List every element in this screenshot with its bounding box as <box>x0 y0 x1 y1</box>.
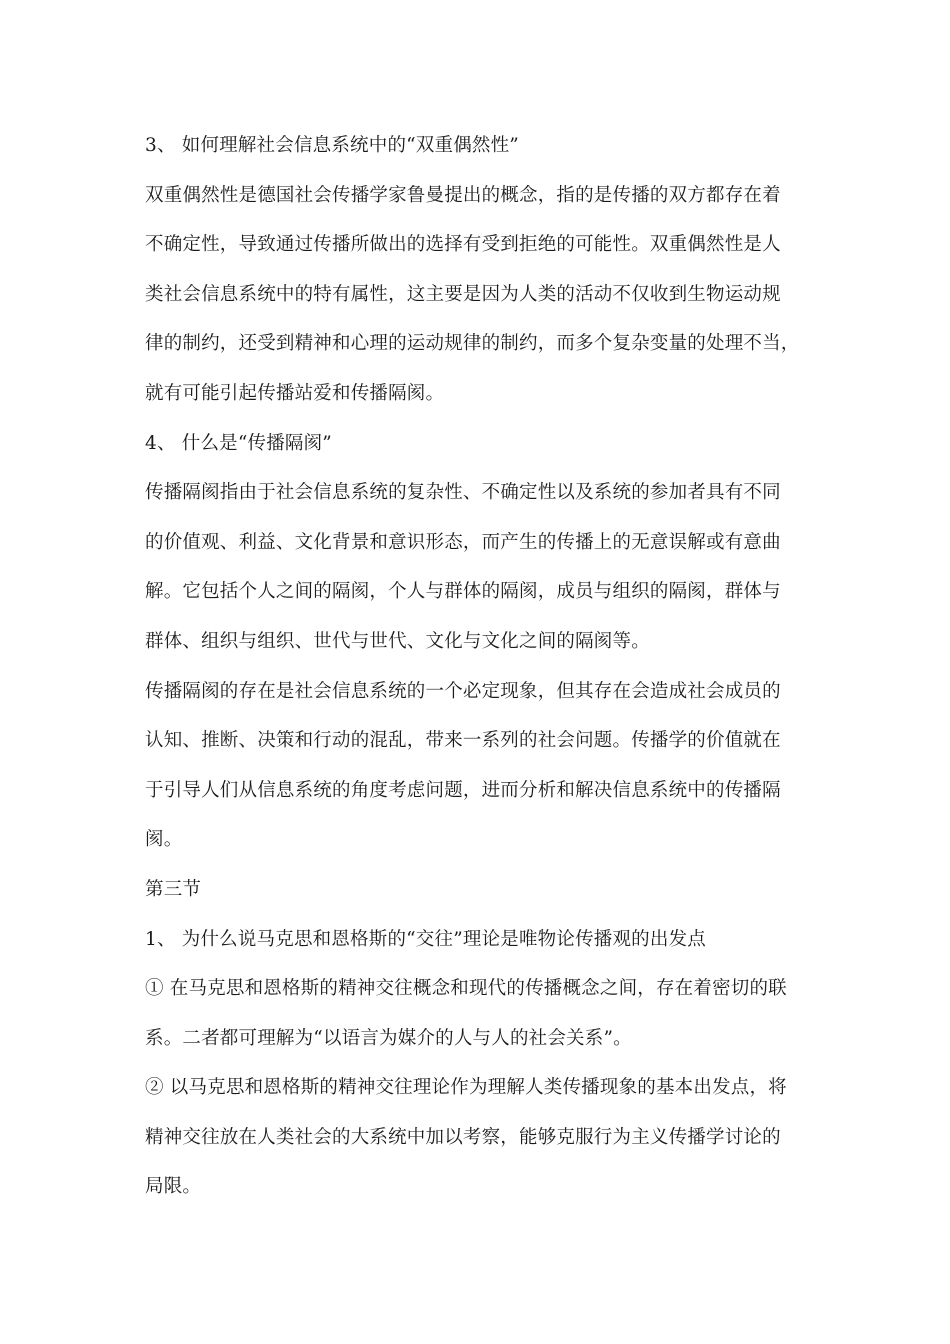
paragraph-line: ① 在马克思和恩格斯的精神交往概念和现代的传播概念之间，存在着密切的联 <box>145 978 787 1000</box>
paragraph-line: 认知、推断、决策和行动的混乱，带来一系列的社会问题。传播学的价值就在 <box>145 730 781 752</box>
paragraph-line: 不确定性，导致通过传播所做出的选择有受到拒绝的可能性。双重偶然性是人 <box>145 234 781 256</box>
heading-q3: 3、 如何理解社会信息系统中的“双重偶然性” <box>145 135 519 156</box>
paragraph-line: 传播隔阂指由于社会信息系统的复杂性、不确定性以及系统的参加者具有不同 <box>145 482 781 504</box>
paragraph-line: 群体、组织与组织、世代与世代、文化与文化之间的隔阂等。 <box>145 630 650 652</box>
paragraph-line: ② 以马克思和恩格斯的精神交往理论作为理解人类传播现象的基本出发点，将 <box>145 1077 787 1099</box>
paragraph-line: 律的制约，还受到精神和心理的运动规律的制约，而多个复杂变量的处理不当， <box>145 333 800 355</box>
paragraph-line: 双重偶然性是德国社会传播学家鲁曼提出的概念，指的是传播的双方都存在着 <box>145 184 781 206</box>
paragraph-line: 解。它包括个人之间的隔阂，个人与群体的隔阂，成员与组织的隔阂，群体与 <box>145 581 781 603</box>
paragraph-line: 就有可能引起传播站爱和传播隔阂。 <box>145 382 445 404</box>
paragraph-line: 于引导人们从信息系统的角度考虑问题，进而分析和解决信息系统中的传播隔 <box>145 779 781 801</box>
heading-q4: 4、 什么是“传播隔阂” <box>145 432 332 454</box>
heading-q1: 1、 为什么说马克思和恩格斯的“交往”理论是唯物论传播观的出发点 <box>145 928 706 950</box>
section-heading: 第三节 <box>145 878 202 900</box>
paragraph-line: 系。二者都可理解为“以语言为媒介的人与人的社会关系”。 <box>145 1027 632 1049</box>
paragraph-line: 局限。 <box>145 1176 202 1198</box>
document-body <box>145 133 815 1199</box>
paragraph-line: 精神交往放在人类社会的大系统中加以考察，能够克服行为主义传播学讨论的 <box>145 1126 781 1148</box>
paragraph-line: 阂。 <box>145 829 183 851</box>
paragraph-line: 类社会信息系统中的特有属性，这主要是因为人类的活动不仅收到生物运动规 <box>145 283 781 305</box>
paragraph-line: 的价值观、利益、文化背景和意识形态，而产生的传播上的无意误解或有意曲 <box>145 531 781 553</box>
paragraph-line: 传播隔阂的存在是社会信息系统的一个必定现象，但其存在会造成社会成员的 <box>145 680 781 702</box>
